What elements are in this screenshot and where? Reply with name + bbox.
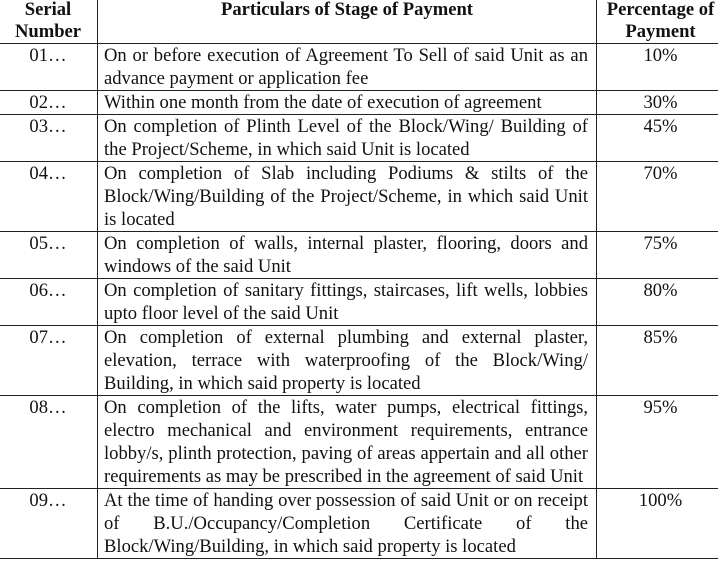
percentage-cell: 85%	[597, 326, 718, 396]
header-percentage: Percentage of Payment	[597, 0, 718, 44]
serial-cell: 04…	[0, 162, 98, 232]
particulars-cell: At the time of handing over possession of said Unit or on receipt of B.U./Occupancy/Completion Certificate of the Block/Wing/Building, in which said property is located	[98, 489, 597, 559]
particulars-cell: Within one month from the date of execution of agreement	[98, 91, 597, 115]
particulars-cell: On completion of the lifts, water pumps, electrical fittings, electro mechanical and environment requirements, entrance lobby/s, plinth protection, paving of areas appertain and all other requirements as may be prescribed in the agreement of said Unit	[98, 396, 597, 489]
serial-cell: 08…	[0, 396, 98, 489]
header-serial-number: Serial Number	[0, 0, 98, 44]
percentage-cell: 75%	[597, 232, 718, 279]
particulars-cell: On or before execution of Agreement To Sell of said Unit as an advance payment or application fee	[98, 44, 597, 91]
serial-cell: 02…	[0, 91, 98, 115]
table-row	[0, 115, 718, 162]
percentage-cell: 10%	[597, 44, 718, 91]
particulars-cell: On completion of sanitary fittings, staircases, lift wells, lobbies upto floor level of the said Unit	[98, 279, 597, 326]
serial-cell: 07…	[0, 326, 98, 396]
table-row	[0, 232, 718, 279]
table-row	[0, 326, 718, 396]
serial-cell: 06…	[0, 279, 98, 326]
serial-cell: 05…	[0, 232, 98, 279]
percentage-cell: 100%	[597, 489, 718, 559]
percentage-cell: 45%	[597, 115, 718, 162]
particulars-cell: On completion of external plumbing and external plaster, elevation, terrace with waterproofing of the Block/Wing/ Building, in which said property is located	[98, 326, 597, 396]
serial-cell: 09…	[0, 489, 98, 559]
table-row	[0, 279, 718, 326]
percentage-cell: 30%	[597, 91, 718, 115]
table-row	[0, 91, 718, 115]
percentage-cell: 95%	[597, 396, 718, 489]
particulars-cell: On completion of Slab including Podiums & stilts of the Block/Wing/Building of the Project/Scheme, in which said Unit is located	[98, 162, 597, 232]
particulars-cell: On completion of walls, internal plaster, flooring, doors and windows of the said Unit	[98, 232, 597, 279]
serial-cell: 01…	[0, 44, 98, 91]
percentage-cell: 80%	[597, 279, 718, 326]
header-particulars: Particulars of Stage of Payment	[98, 0, 597, 44]
particulars-cell: On completion of Plinth Level of the Block/Wing/ Building of the Project/Scheme, in which said Unit is located	[98, 115, 597, 162]
serial-cell: 03…	[0, 115, 98, 162]
table-row	[0, 44, 718, 91]
table-row	[0, 396, 718, 489]
percentage-cell: 70%	[597, 162, 718, 232]
table-header-row	[0, 0, 718, 44]
table-row	[0, 162, 718, 232]
table-row	[0, 489, 718, 559]
